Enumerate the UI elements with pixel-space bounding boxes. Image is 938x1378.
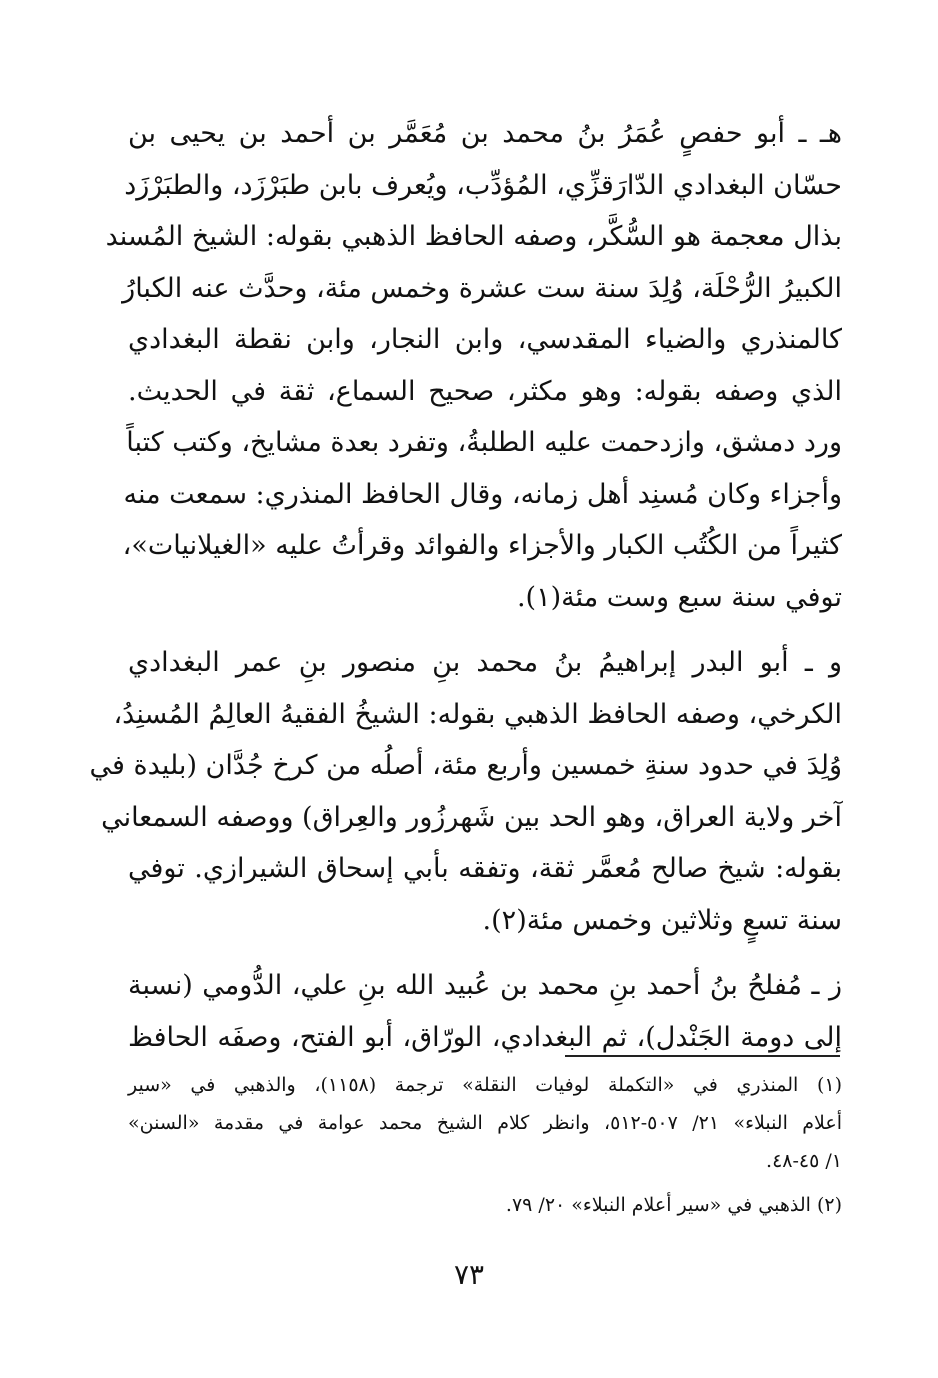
footnote-2: [128, 1186, 842, 1224]
text-line: ز ـ مُفلحُ بنُ أحمد بنِ محمد بن عُبيد الله بنِ علي، الدُّومي (نسبة: [128, 970, 842, 1001]
footnote-separator: [565, 1055, 840, 1057]
text-line: بقوله: شيخ صالح مُعمَّر ثقة، وتفقه بأبي إسحاق الشيرازي. توفي: [128, 853, 842, 884]
text-line: توفي سنة سبع وست مئة(١).: [516, 581, 842, 613]
footnote-line: (١) المنذري في «التكملة لوفيات النقلة» ترجمة (١١٥٨)، والذهبي في «سير: [128, 1074, 842, 1096]
text-line: كالمنذري والضياء المقدسي، وابن النجار، وابن نقطة البغدادي: [128, 324, 842, 355]
text-line: ورد دمشق، وازدحمت عليه الطلبةُ، وتفرد بعدة مشايخ، وكتب كتباً: [126, 427, 842, 458]
text-line: هـ ـ أبو حفصٍ عُمَرُ بنُ محمد بن مُعَمَّر بن أحمد بن يحيى بن: [128, 118, 842, 149]
paragraph-waw: [89, 637, 842, 946]
text-line: حسّان البغدادي الدّارَقزِّي، المُؤدِّب، ويُعرف بابن طبَرْزَد، والطبَرْزَد: [124, 169, 842, 201]
text-line: الكرخي، وصفه الحافظ الذهبي بقوله: الشيخُ الفقيهُ العالِمُ المُسنِدُ،: [113, 698, 842, 730]
footnotes: [128, 1066, 842, 1230]
text-line: الذي وصفه بقوله: وهو مكثر، صحيح السماع، ثقة في الحديث.: [128, 375, 842, 407]
page-number: ٧٣: [453, 1258, 485, 1291]
text-line: الكبيرُ الرُّحْلَة، وُلِدَ سنة ست عشرة وخمس مئة، وحدَّث عنه الكبارُ: [122, 272, 842, 304]
paragraph-zay: [128, 960, 842, 1063]
text-line: و ـ أبو البدر إبراهيمُ بنُ محمد بنِ منصور بنِ عمر البغدادي: [128, 647, 842, 678]
text-line: آخر ولاية العراق، وهو الحد بين شَهرزُور والعِراق) ووصفه السمعاني: [101, 801, 842, 833]
text-line: وُلِدَ في حدود سنةِ خمسين وأربع مئة، أصلُه من كرخ جُدَّان (بليدة في: [89, 750, 842, 781]
paragraph-he: [105, 108, 842, 623]
text-line: كثيراً من الكُتُب الكبار والأجزاء والفوائد وقرأتُ عليه «الغيلانيات»،: [122, 530, 842, 561]
footnote-line: أعلام النبلاء» ٢١/ ٥٠٧-٥١٢، وانظر كلام الشيخ محمد عوامة في مقدمة «السنن»: [128, 1112, 843, 1134]
text-line: سنة تسعٍ وثلاثين وخمس مئة(٢).: [482, 904, 842, 936]
footnote-line: ١/ ٤٥-٤٨.: [766, 1150, 842, 1172]
main-text: [89, 108, 842, 1077]
text-line: بذال معجمة هو السُّكَّر، وصفه الحافظ الذهبي بقوله: الشيخ المُسند: [105, 221, 842, 252]
footnote-1: [128, 1066, 842, 1180]
footnote-line: (٢) الذهبي في «سير أعلام النبلاء» ٢٠/ ٧٩.: [505, 1194, 842, 1216]
text-line: وأجزاء وكان مُسنِد أهل زمانه، وقال الحافظ المنذري: سمعت منه: [123, 478, 842, 510]
text-line: إلى دومة الجَنْدل)، ثم البغدادي، الورّاق، أبو الفتح، وصفَه الحافظ: [128, 1021, 842, 1053]
